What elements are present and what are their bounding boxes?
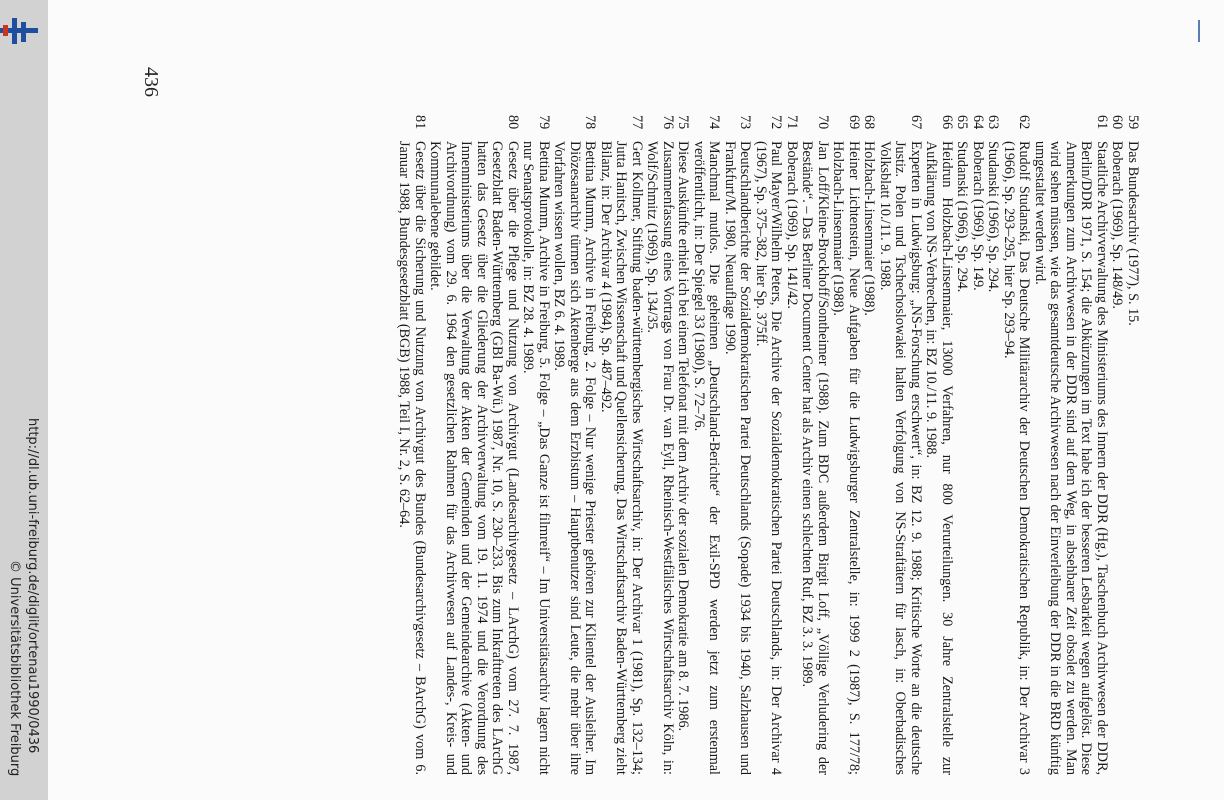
- endnote-text: Studanski (1966), Sp. 294.: [985, 141, 1002, 293]
- endnote-number: 78: [582, 115, 599, 130]
- endnote-number: 67: [908, 115, 924, 130]
- endnote-text: Heidrun Holzbach-Linsenmaier, 13000 Verfahren, nur 800 Verurteilungen. 30 Jahre Zentralstelle zur Aufklärung von NS-Verbrechen, in: BZ 10./11. 9. 1988.: [923, 141, 955, 775]
- endnote-number: 66: [939, 115, 955, 130]
- endnote-number: 68: [861, 115, 878, 130]
- endnote-number: 59: [1125, 115, 1141, 130]
- endnote-item: [1125, 115, 1141, 775]
- endnote-item: [691, 115, 722, 775]
- endnote-item: [877, 115, 924, 775]
- endnote-item: [830, 115, 861, 775]
- endnote-number: 62: [1016, 115, 1033, 130]
- endnote-number: 72: [768, 115, 785, 130]
- endnote-item: [1109, 115, 1125, 775]
- endnote-text: Boberach (1969), Sp. 148/49.: [1109, 141, 1126, 309]
- endnote-item: [427, 115, 520, 775]
- endnote-text: Gesetz über die Sicherung und Nutzung von Archivgut des Bundes (Bundesarchivgesetz – BArchG) vom 6. Januar 1988, Bundesgesetzblatt (BGB) 1988, Teil I, Nr. 2, S. 62–64.: [396, 141, 428, 775]
- endnote-number: 75: [675, 115, 692, 130]
- endnote-item: [1032, 115, 1110, 775]
- endnote-item: [985, 115, 1001, 775]
- viewer-side-panel: [0, 0, 48, 800]
- endnote-number: 65: [954, 115, 971, 130]
- page-number: 436: [140, 67, 162, 97]
- endnote-text: Deutschlandberichte der Sozialdemokratischen Partei Deutschlands (Sopade) 1934 bis 1940, Salzhausen und Frankfurt/M. 1980, Neuauflage 1990.: [722, 141, 754, 775]
- endnote-item: [799, 115, 830, 775]
- endnote-number: 70: [815, 115, 831, 130]
- endnote-number: 61: [1094, 115, 1110, 130]
- endnote-text: Heiner Lichtenstein, Neue Aufgaben für die Ludwigsburger Zentralstelle, in: 1999 2 (1987), S. 177/78; Holzbach-Linsenmaier (1988).: [830, 141, 862, 775]
- credit-library: © Universitätsbibliothek Freiburg: [7, 560, 22, 777]
- endnote-text: Das Bundesarchiv (1977), S. 15.: [1125, 141, 1141, 326]
- endnote-number: 69: [846, 115, 862, 130]
- endnote-item: [861, 115, 877, 775]
- endnotes-list: [396, 115, 1140, 775]
- endnote-text: Rudolf Studanski, Das Deutsche Militärarchiv der Deutschen Demokratischen Republik, in: Der Archivar 3 (1966), Sp. 293–295, hier Sp. 293–94.: [1001, 141, 1033, 775]
- endnote-item: [644, 115, 675, 775]
- endnote-number: 73: [737, 115, 754, 130]
- endnote-item: [954, 115, 970, 775]
- endnote-item: [598, 115, 645, 775]
- endnote-item: [396, 115, 427, 775]
- endnote-text: Holzbach-Linsenmaier (1988).: [861, 141, 878, 316]
- endnote-item: [722, 115, 753, 775]
- rotated-page-content: [140, 67, 1141, 775]
- endnote-text: Bettina Mumm, Archive in Freiburg, 5. Folge – „Das Ganze ist filmreif“ – Im Universitätsarchiv lagern nicht nur Senatsprotokolle, in: BZ 28. 4. 1989.: [520, 141, 552, 775]
- credit-url-link[interactable]: http://dl.ub.uni-freiburg.de/diglit/ortenau1990/0436: [25, 418, 40, 754]
- endnote-text: Bettina Mumm, Archive in Freiburg, 2. Folge – Nur wenige Priester gehören zur Klientel der Ausleiher. Im Diözesanarchiv türmen sich Aktenberge aus dem Erzbistum – Hauptbenutzer sind Leute, die mehr über ihre Vorfahren wissen wollen, BZ 6. 4. 1989.: [551, 141, 599, 775]
- endnote-number: 63: [985, 115, 1002, 130]
- endnote-number: 77: [629, 115, 645, 130]
- scanned-page: [50, 0, 1210, 800]
- endnote-item: [970, 115, 986, 775]
- credit-lines: [0, 0, 48, 800]
- endnote-item: [1001, 115, 1032, 775]
- endnote-item: [675, 115, 691, 775]
- endnote-number: 74: [706, 115, 723, 130]
- endnote-text: Manchmal mutlos. Die geheimen „Deutschland-Berichte“ der Exil-SPD werden jetzt zum erstenmal veröffentlicht, in: Der Spiegel 33 (1980), S. 72–76.: [691, 141, 723, 775]
- endnote-number: 80: [505, 115, 521, 130]
- endnote-text: Zusammenfassung eines Vortrags von Frau Dr. van Eyll, Rheinisch-Westfälisches Wirtschaftsarchiv Köln, in: Wolf/Schmitz (1969), Sp. 134/35.: [644, 141, 676, 775]
- endnote-item: [923, 115, 954, 775]
- endnote-item: [520, 115, 551, 775]
- endnote-text: Gert Kollmer, Stiftung baden-württembergisches Wirtschaftsarchiv, in: Der Archivar 1 (1981), Sp. 132–134; Jutta Hanitsch, Zwischen Wissenschaft und Quellensicherung. Das Wirtschaftsarchiv Baden-Württemberg zieht Bilanz, in: Der Archivar 4 (1984), Sp. 487–492.: [598, 141, 645, 775]
- endnote-number: 81: [412, 115, 428, 130]
- endnote-number: 79: [536, 115, 552, 130]
- endnote-text: Diese Auskünfte erhielt ich bei einem Telefonat mit dem Archiv der sozialen Demokratie am 8. 7. 1986.: [675, 141, 692, 732]
- endnote-text: Jan Loff/Kleine-Brockhoff/Sontheimer (1988). Zum BDC außerdem Birgit Loff, „Völlige Verludering der Bestände“. – Das Berliner Document Center hat als Archiv einen schlechten Ruf, BZ 3. 3. 1989.: [799, 141, 831, 775]
- endnote-text: Staatliche Archivverwaltung des Ministeriums des Innern der DDR (Hg.), Taschenbuch Archivwesen der DDR, Berlin/DDR 1971, S. 154; die Abkürzungen im Text habe ich der besseren Lesbarkeit wegen aufgelöst. Diese Anmerkungen zum Archivwesen in der DDR sind auf dem Weg, in absehbarer Zeit obsolet zu werden. Man wird sehen müssen, wie das gesamtdeutsche Archivwesen nach der Einverleibung der DDR in die BRD künftig umgestaltet werden wird.: [1032, 141, 1110, 775]
- endnote-text: Gesetz über die Pflege und Nutzung von Archivgut (Landesarchivgesetz – LArchG) vom 27. 7. 1987, Gesetzblatt Baden-Württemberg (GBl Ba-Wü.) 1987, Nr. 10, S. 230–233. Bis zum Inkrafttreten des LArchG hatten das Gesetz über die Gliederung der Archivverwaltung vom 19. 11. 1974 und die Verordnung des Innenministeriums über die Verwaltung der Akten der Gemeinden und der Gemeindearchive (Akten- und Archivordnung) vom 29. 6. 1964 den gesetzlichen Rahmen für das Archivwesen auf Landes-, Kreis- und Kommunalebene gebildet.: [427, 141, 521, 775]
- page-edge-mark: [1198, 20, 1204, 42]
- endnote-number: 71: [784, 115, 800, 130]
- endnote-item: [784, 115, 800, 775]
- endnote-text: Boberach (1969), Sp. 149.: [970, 141, 986, 291]
- endnote-number: 76: [660, 115, 676, 130]
- endnote-text: Experten in Ludwigsburg: „NS-Forschung erschwert“, in: BZ 12. 9. 1988; Kritische Worte an die deutsche Justiz. Polen und Tschechoslowakei halten Verfolgung von NS-Straftätern für lasch, in: Oberbadisches Volksblatt 10./11. 9. 1988.: [877, 141, 924, 775]
- endnote-item: [753, 115, 784, 775]
- endnote-number: 60: [1109, 115, 1126, 130]
- endnote-text: Boberach (1969), Sp. 141/42.: [784, 141, 800, 309]
- endnote-item: [551, 115, 598, 775]
- endnote-number: 64: [970, 115, 986, 130]
- endnote-text: Studanski (1966), Sp. 294.: [954, 141, 971, 293]
- endnote-text: Paul Mayer/Wilhelm Peters, Die Archive der Sozialdemokratischen Partei Deutschlands, in: Der Archivar 4 (1967), Sp. 375–382, hier Sp. 375ff.: [753, 141, 785, 775]
